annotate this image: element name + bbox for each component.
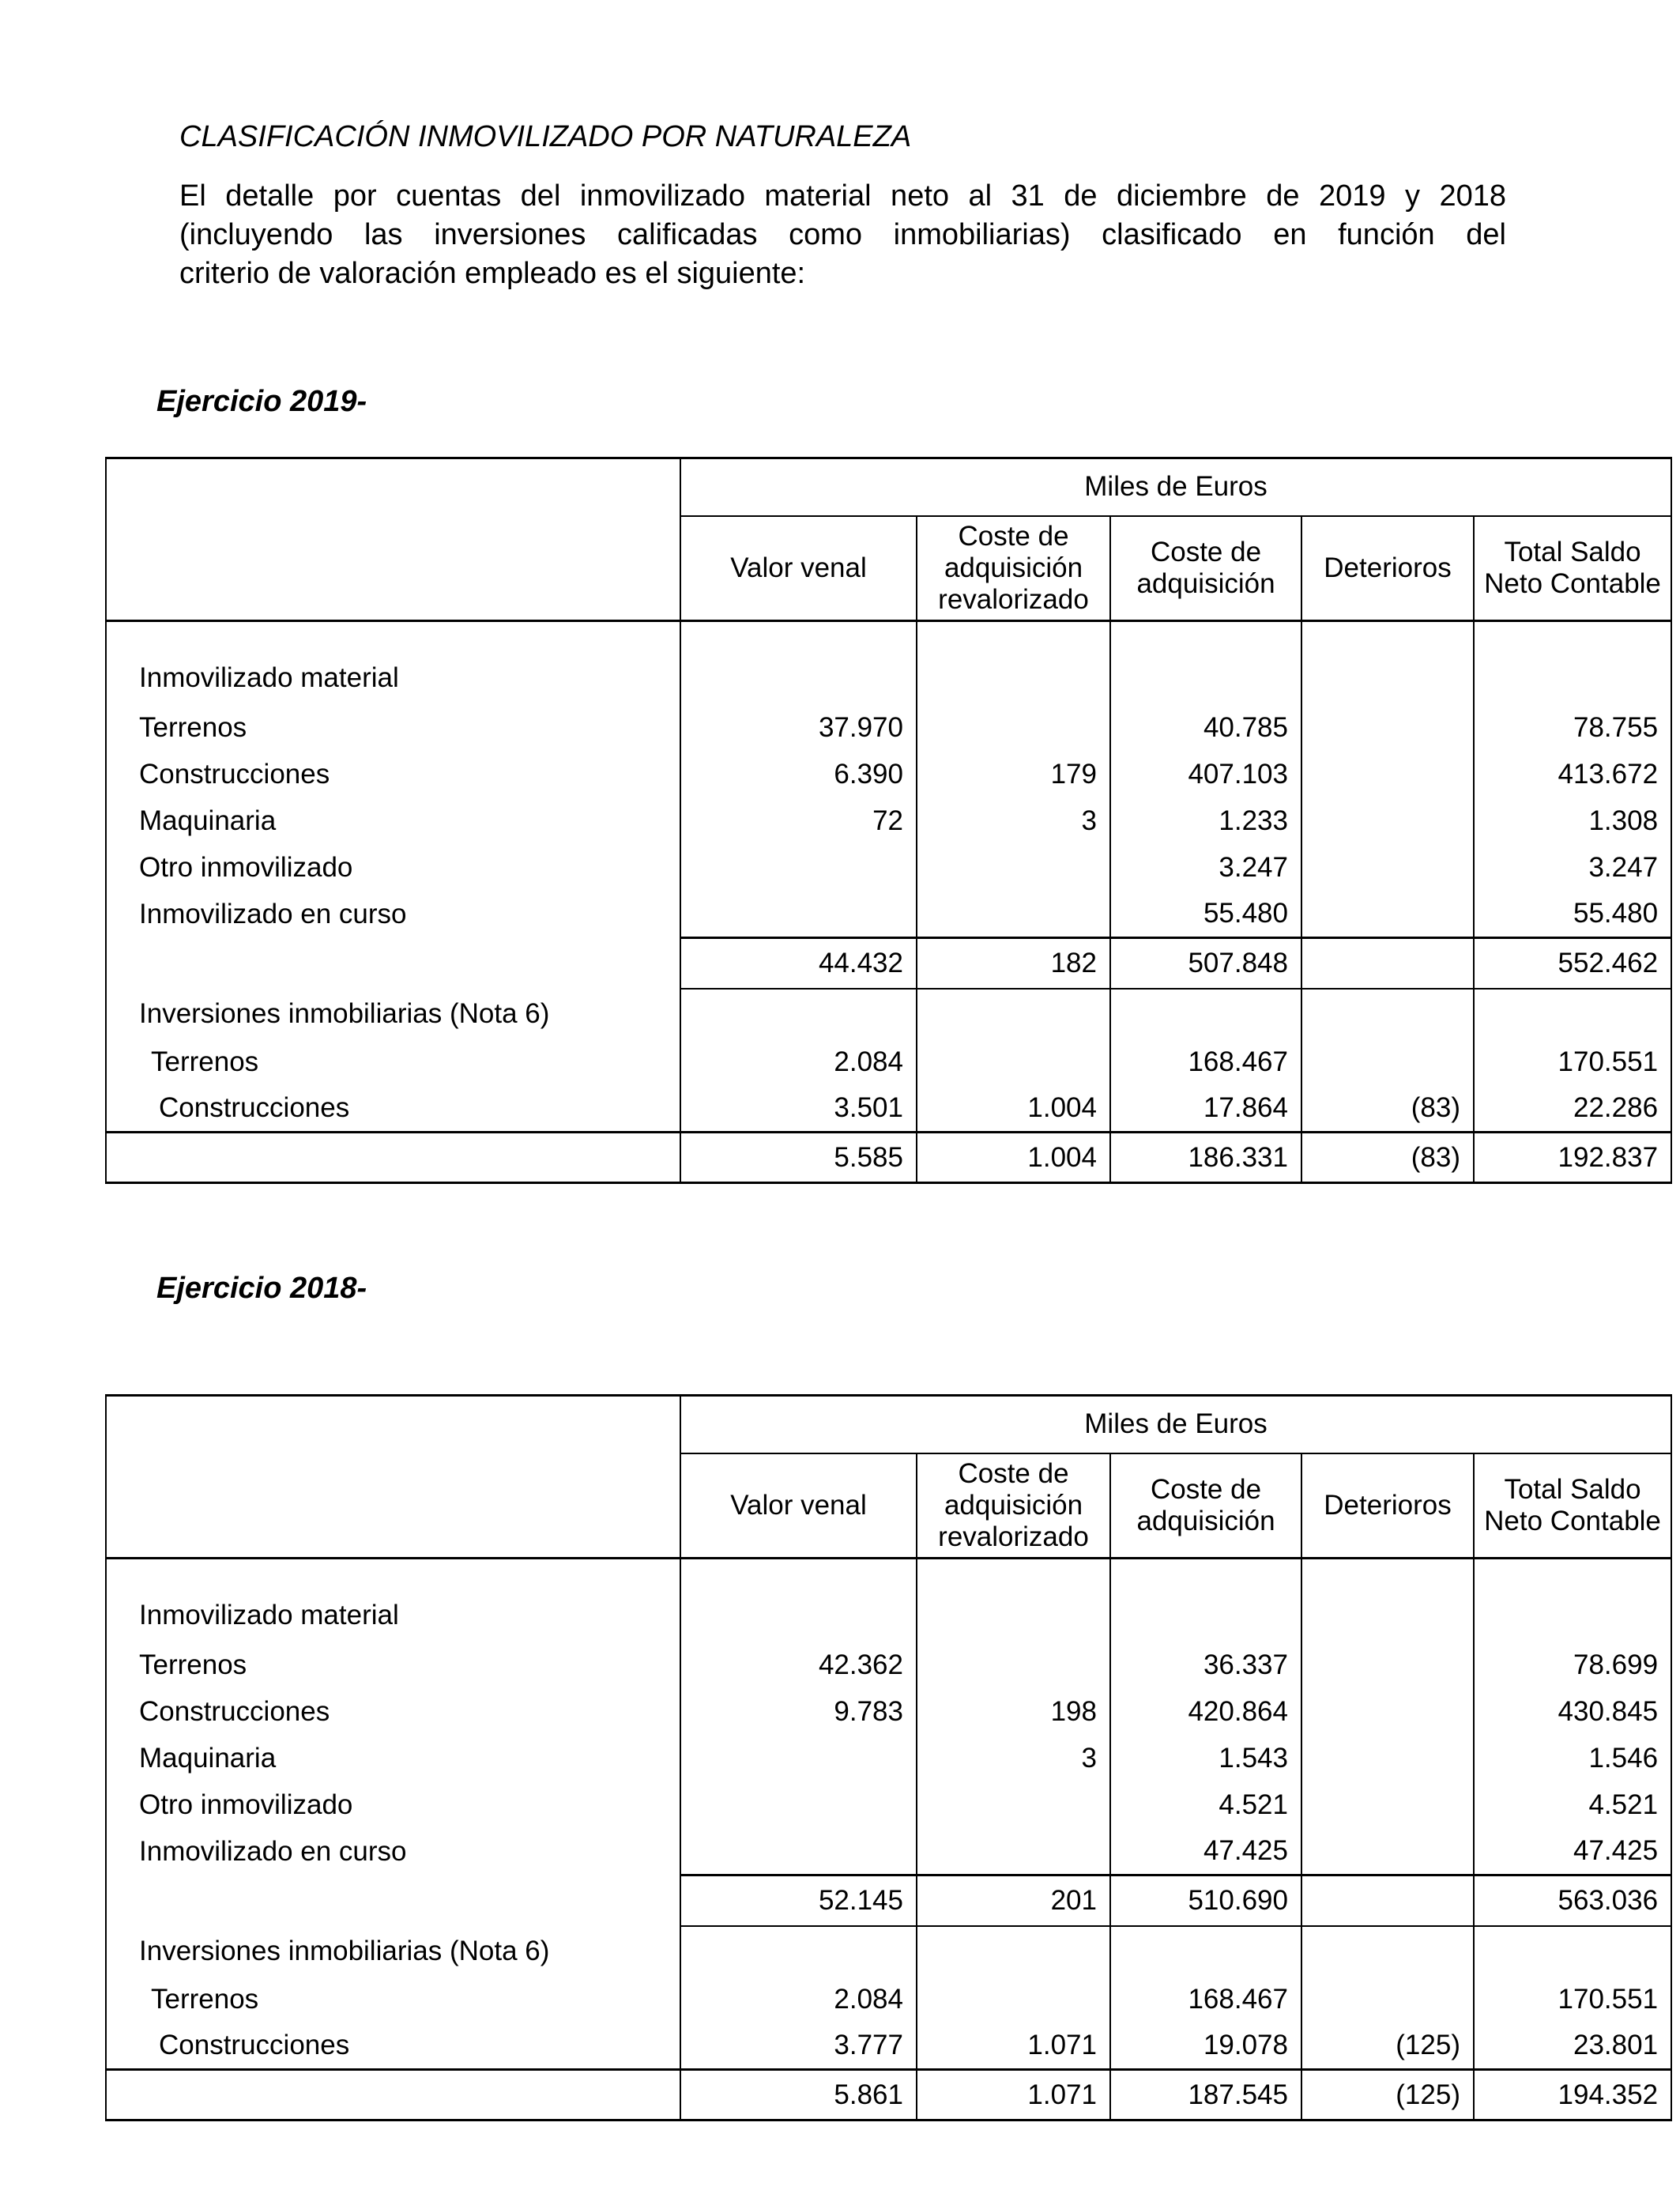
value-cell xyxy=(917,1782,1110,1829)
section-heading-2018: Ejercicio 2018- xyxy=(156,1272,367,1305)
column-header-valor-venal: Valor venal xyxy=(680,1453,917,1559)
value-cell: 47.425 xyxy=(1110,1829,1301,1875)
value-cell: 430.845 xyxy=(1474,1689,1671,1736)
value-cell xyxy=(1110,989,1301,1039)
value-cell xyxy=(1301,989,1474,1039)
value-cell: (125) xyxy=(1301,2070,1474,2120)
value-cell: 420.864 xyxy=(1110,1689,1301,1736)
value-cell: 72 xyxy=(680,798,917,845)
value-cell xyxy=(917,1039,1110,1086)
value-cell: 1.546 xyxy=(1474,1736,1671,1782)
value-cell xyxy=(1301,892,1474,938)
intro-line: criterio de valoración empleado es el siguiente: xyxy=(179,257,806,290)
value-cell: (83) xyxy=(1301,1133,1474,1183)
column-header-deterioros: Deterioros xyxy=(1301,1453,1474,1559)
value-cell: 1.004 xyxy=(917,1086,1110,1133)
value-cell: 413.672 xyxy=(1474,752,1671,798)
table-row xyxy=(106,1977,1671,2023)
value-cell xyxy=(680,1736,917,1782)
value-cell xyxy=(1301,1782,1474,1829)
value-cell xyxy=(917,1829,1110,1875)
value-cell xyxy=(1110,1559,1301,1642)
row-label xyxy=(106,938,680,989)
value-cell xyxy=(1301,621,1474,705)
value-cell: 168.467 xyxy=(1110,1039,1301,1086)
table-row xyxy=(106,1133,1671,1183)
value-cell: 9.783 xyxy=(680,1689,917,1736)
row-label: Terrenos xyxy=(151,1046,259,1077)
corner-cell xyxy=(106,1396,680,1559)
value-cell: 5.585 xyxy=(680,1133,917,1183)
value-cell: 6.390 xyxy=(680,752,917,798)
table-row xyxy=(106,1926,1671,1977)
value-cell xyxy=(1301,1642,1474,1689)
value-cell xyxy=(917,1977,1110,2023)
row-label: Inversiones inmobiliarias (Nota 6) xyxy=(139,1935,550,1966)
value-cell: 407.103 xyxy=(1110,752,1301,798)
row-label: Terrenos xyxy=(139,1649,247,1680)
value-cell xyxy=(917,705,1110,752)
value-cell: 47.425 xyxy=(1474,1829,1671,1875)
row-label: Inmovilizado material xyxy=(139,662,399,693)
value-cell: (83) xyxy=(1301,1086,1474,1133)
value-cell xyxy=(917,989,1110,1039)
units-header-row xyxy=(106,1396,1671,1453)
value-cell: 194.352 xyxy=(1474,2070,1671,2120)
units-header: Miles de Euros xyxy=(680,458,1671,516)
value-cell: 5.861 xyxy=(680,2070,917,2120)
value-cell: 170.551 xyxy=(1474,1977,1671,2023)
row-label: Maquinaria xyxy=(139,805,277,836)
value-cell xyxy=(1301,845,1474,892)
table-row xyxy=(106,1642,1671,1689)
column-header-total-saldo: Total Saldo Neto Contable xyxy=(1474,516,1671,621)
table-row xyxy=(106,621,1671,705)
value-cell: 198 xyxy=(917,1689,1110,1736)
value-cell: 507.848 xyxy=(1110,938,1301,989)
table-row xyxy=(106,705,1671,752)
table-row xyxy=(106,1039,1671,1086)
value-cell: 3 xyxy=(917,1736,1110,1782)
row-label xyxy=(106,1133,680,1183)
value-cell: 3.247 xyxy=(1110,845,1301,892)
row-label: Construcciones xyxy=(139,759,330,790)
document-title: CLASIFICACIÓN INMOVILIZADO POR NATURALEZA xyxy=(179,120,912,153)
row-label: Maquinaria xyxy=(139,1743,277,1774)
table-row xyxy=(106,892,1671,938)
value-cell xyxy=(1474,989,1671,1039)
row-label xyxy=(106,2070,680,2120)
table-row xyxy=(106,845,1671,892)
row-label: Otro inmovilizado xyxy=(139,1789,353,1820)
value-cell xyxy=(1301,1689,1474,1736)
value-cell xyxy=(680,621,917,705)
value-cell xyxy=(1301,1039,1474,1086)
column-header-total-saldo: Total Saldo Neto Contable xyxy=(1474,1453,1671,1559)
value-cell: 36.337 xyxy=(1110,1642,1301,1689)
value-cell xyxy=(680,892,917,938)
value-cell xyxy=(917,1926,1110,1977)
value-cell: 23.801 xyxy=(1474,2023,1671,2070)
value-cell: 1.233 xyxy=(1110,798,1301,845)
value-cell: 55.480 xyxy=(1474,892,1671,938)
value-cell xyxy=(917,1559,1110,1642)
column-header-deterioros: Deterioros xyxy=(1301,516,1474,621)
table-row xyxy=(106,1689,1671,1736)
value-cell xyxy=(1301,798,1474,845)
row-label: Terrenos xyxy=(151,1984,259,2015)
row-label: Terrenos xyxy=(139,712,247,743)
value-cell: 4.521 xyxy=(1474,1782,1671,1829)
intro-paragraph xyxy=(179,177,1506,293)
value-cell: 42.362 xyxy=(680,1642,917,1689)
value-cell: (125) xyxy=(1301,2023,1474,2070)
table-row xyxy=(106,798,1671,845)
column-header-coste-adquisicion-revalorizado: Coste de adquisición revalorizado xyxy=(917,516,1110,621)
value-cell xyxy=(1301,938,1474,989)
row-label: Inmovilizado material xyxy=(139,1599,399,1630)
value-cell: 192.837 xyxy=(1474,1133,1671,1183)
value-cell: 52.145 xyxy=(680,1875,917,1926)
value-cell: 78.699 xyxy=(1474,1642,1671,1689)
table-row xyxy=(106,2070,1671,2120)
value-cell: 168.467 xyxy=(1110,1977,1301,2023)
value-cell xyxy=(1474,1559,1671,1642)
value-cell xyxy=(917,892,1110,938)
table-row xyxy=(106,1829,1671,1875)
value-cell: 3 xyxy=(917,798,1110,845)
value-cell xyxy=(1110,621,1301,705)
value-cell xyxy=(1301,1977,1474,2023)
value-cell xyxy=(1301,1875,1474,1926)
table-row xyxy=(106,1782,1671,1829)
value-cell: 19.078 xyxy=(1110,2023,1301,2070)
row-label: Inmovilizado en curso xyxy=(139,1836,407,1867)
value-cell xyxy=(1110,1926,1301,1977)
value-cell xyxy=(917,621,1110,705)
intro-line: (incluyendo las inversiones calificadas como inmobiliarias) clasificado en función del xyxy=(179,218,1506,251)
row-label: Otro inmovilizado xyxy=(139,852,353,883)
value-cell: 1.071 xyxy=(917,2023,1110,2070)
value-cell xyxy=(1474,1926,1671,1977)
value-cell xyxy=(1301,1559,1474,1642)
column-header-coste-adquisicion: Coste de adquisición xyxy=(1110,1453,1301,1559)
value-cell xyxy=(917,1642,1110,1689)
row-label: Inmovilizado en curso xyxy=(139,899,407,929)
row-label: Construcciones xyxy=(139,1696,330,1727)
value-cell: 201 xyxy=(917,1875,1110,1926)
value-cell xyxy=(680,1926,917,1977)
value-cell: 182 xyxy=(917,938,1110,989)
value-cell: 1.543 xyxy=(1110,1736,1301,1782)
value-cell: 3.777 xyxy=(680,2023,917,2070)
column-header-coste-adquisicion: Coste de adquisición xyxy=(1110,516,1301,621)
table-row xyxy=(106,752,1671,798)
column-header-coste-adquisicion-revalorizado: Coste de adquisición revalorizado xyxy=(917,1453,1110,1559)
value-cell xyxy=(917,845,1110,892)
table-row xyxy=(106,1086,1671,1133)
value-cell xyxy=(1301,1829,1474,1875)
section-heading-2019: Ejercicio 2019- xyxy=(156,385,367,418)
value-cell: 4.521 xyxy=(1110,1782,1301,1829)
value-cell: 563.036 xyxy=(1474,1875,1671,1926)
value-cell: 186.331 xyxy=(1110,1133,1301,1183)
value-cell: 3.501 xyxy=(680,1086,917,1133)
value-cell: 1.308 xyxy=(1474,798,1671,845)
value-cell: 37.970 xyxy=(680,705,917,752)
value-cell xyxy=(680,1782,917,1829)
value-cell: 187.545 xyxy=(1110,2070,1301,2120)
value-cell: 3.247 xyxy=(1474,845,1671,892)
value-cell xyxy=(1474,621,1671,705)
value-cell: 2.084 xyxy=(680,1977,917,2023)
value-cell: 1.004 xyxy=(917,1133,1110,1183)
units-header: Miles de Euros xyxy=(680,1396,1671,1453)
table-ejercicio-2019 xyxy=(105,457,1672,1184)
units-header-row xyxy=(106,458,1671,516)
value-cell xyxy=(680,1559,917,1642)
table-row xyxy=(106,2023,1671,2070)
value-cell: 17.864 xyxy=(1110,1086,1301,1133)
value-cell: 552.462 xyxy=(1474,938,1671,989)
value-cell xyxy=(680,989,917,1039)
table-row xyxy=(106,1559,1671,1642)
table-row xyxy=(106,989,1671,1039)
value-cell: 78.755 xyxy=(1474,705,1671,752)
table-row xyxy=(106,1736,1671,1782)
value-cell: 22.286 xyxy=(1474,1086,1671,1133)
value-cell: 1.071 xyxy=(917,2070,1110,2120)
value-cell: 179 xyxy=(917,752,1110,798)
value-cell xyxy=(1301,1736,1474,1782)
table-row xyxy=(106,1875,1671,1926)
row-label: Inversiones inmobiliarias (Nota 6) xyxy=(139,997,550,1029)
row-label: Construcciones xyxy=(159,2030,350,2061)
value-cell xyxy=(680,1829,917,1875)
value-cell xyxy=(1301,752,1474,798)
value-cell xyxy=(1301,1926,1474,1977)
value-cell: 44.432 xyxy=(680,938,917,989)
value-cell: 510.690 xyxy=(1110,1875,1301,1926)
value-cell xyxy=(680,845,917,892)
value-cell xyxy=(1301,705,1474,752)
column-header-valor-venal: Valor venal xyxy=(680,516,917,621)
value-cell: 40.785 xyxy=(1110,705,1301,752)
value-cell: 2.084 xyxy=(680,1039,917,1086)
table-ejercicio-2018 xyxy=(105,1394,1672,2121)
table-row xyxy=(106,938,1671,989)
value-cell: 170.551 xyxy=(1474,1039,1671,1086)
corner-cell xyxy=(106,458,680,621)
row-label: Construcciones xyxy=(159,1092,350,1124)
intro-line: El detalle por cuentas del inmovilizado material neto al 31 de diciembre de 2019 y 2018 xyxy=(179,179,1506,213)
value-cell: 55.480 xyxy=(1110,892,1301,938)
row-label xyxy=(106,1875,680,1926)
